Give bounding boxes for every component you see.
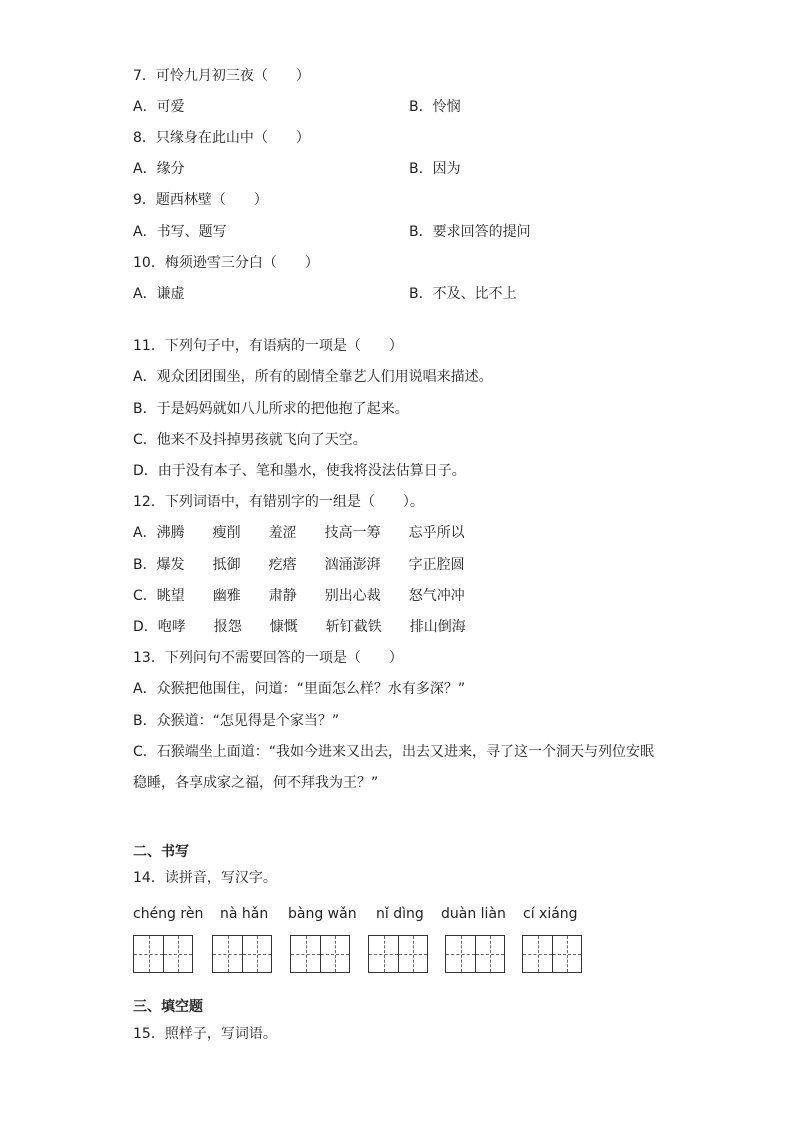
q10-stem: 10．梅须逊雪三分白（ ） xyxy=(133,255,319,271)
q7-option-a: A．可爱 xyxy=(133,99,185,115)
q13-option-c: C．石猴端坐上面道：“我如今进来又出去，出去又进来，寻了这一个洞天与列位安眠 xyxy=(133,744,655,760)
q11-option-a: A．观众团团围坐，所有的剧情全靠艺人们用说唱来描述。 xyxy=(133,369,493,385)
q9-stem: 9．题西林壁（ ） xyxy=(133,192,268,208)
q10-option-b: B．不及、比不上 xyxy=(409,286,517,302)
section-writing-title: 二、书写 xyxy=(133,844,189,860)
q13-stem: 13．下列问句不需要回答的一项是（ ） xyxy=(133,650,403,666)
q12-stem: 12．下列词语中，有错别字的一组是（ ）。 xyxy=(133,494,424,510)
q14-stem: 14．读拼音，写汉字。 xyxy=(133,870,277,886)
writing-grid-1[interactable] xyxy=(133,935,193,973)
q12-option-a: A．沸腾 瘦削 羞涩 技高一筹 忘乎所以 xyxy=(133,525,465,541)
pinyin-6: cí xiáng xyxy=(523,906,578,922)
q13-option-c-continued: 稳睡，各享成家之福，何不拜我为王？” xyxy=(133,775,379,791)
writing-grid-2[interactable] xyxy=(212,935,272,973)
writing-grid-4[interactable] xyxy=(368,935,428,973)
q12-option-c: C．眺望 幽雅 肃静 别出心裁 怒气冲冲 xyxy=(133,588,465,604)
q7-option-b: B．怜悯 xyxy=(409,99,461,115)
q9-option-b: B．要求回答的提问 xyxy=(409,224,531,240)
writing-grid-3[interactable] xyxy=(290,935,350,973)
q11-option-d: D．由于没有本子、笔和墨水，使我将没法估算日子。 xyxy=(133,463,466,479)
section-fill-title: 三、填空题 xyxy=(133,999,203,1015)
q12-option-b: B．爆发 抵御 疙瘩 汹涌澎湃 字正腔圆 xyxy=(133,557,465,573)
pinyin-5: duàn liàn xyxy=(441,906,506,922)
q11-stem: 11．下列句子中，有语病的一项是（ ） xyxy=(133,338,403,354)
q11-option-c: C．他来不及抖掉男孩就飞向了天空。 xyxy=(133,432,367,448)
q8-option-b: B．因为 xyxy=(409,161,461,177)
writing-grid-5[interactable] xyxy=(445,935,505,973)
q8-stem: 8．只缘身在此山中（ ） xyxy=(133,130,310,146)
writing-grid-6[interactable] xyxy=(522,935,582,973)
pinyin-4: nǐ dìng xyxy=(376,906,424,922)
pinyin-2: nà hǎn xyxy=(220,906,269,922)
q13-option-a: A．众猴把他围住，问道：“里面怎么样？水有多深？” xyxy=(133,681,466,697)
q10-option-a: A．谦虚 xyxy=(133,286,185,302)
q12-option-d: D．咆哮 报怨 慷慨 斩钉截铁 排山倒海 xyxy=(133,619,466,635)
q7-stem: 7．可怜九月初三夜（ ） xyxy=(133,68,310,84)
q9-option-a: A．书写、题写 xyxy=(133,224,227,240)
q8-option-a: A．缘分 xyxy=(133,161,185,177)
pinyin-1: chéng rèn xyxy=(133,906,204,922)
q11-option-b: B．于是妈妈就如八儿所求的把他抱了起来。 xyxy=(133,401,409,417)
q13-option-b: B．众猴道：“怎见得是个家当？” xyxy=(133,713,340,729)
q15-stem: 15．照样子，写词语。 xyxy=(133,1026,277,1042)
pinyin-3: bàng wǎn xyxy=(288,906,357,922)
